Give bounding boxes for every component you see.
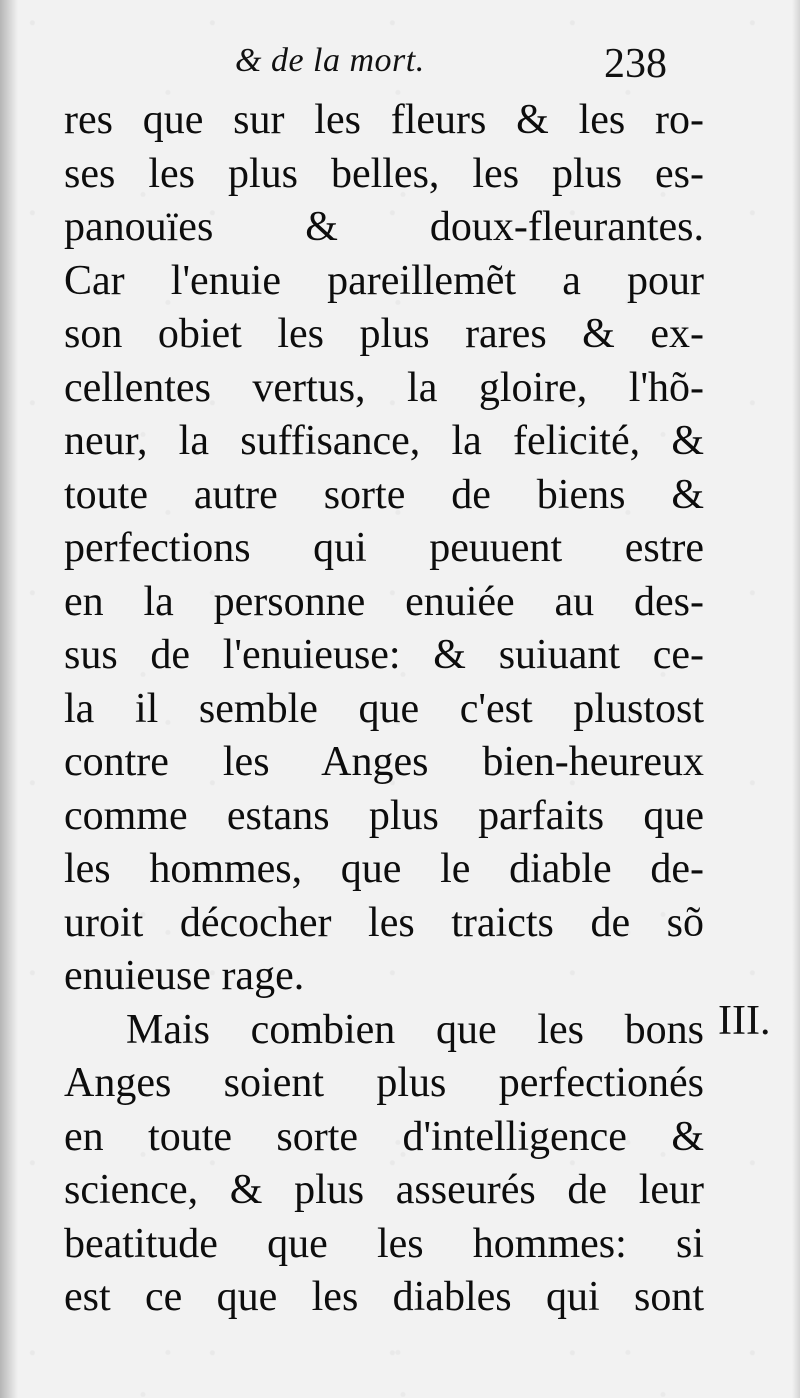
text-line: toute autre sorte de biens & — [64, 471, 704, 518]
text-line: perfections qui peuuent estre — [64, 525, 704, 571]
text-line: cellentes vertus, la gloire, l'hõ- — [64, 364, 704, 411]
text-line: neur, la suffisance, la felicité, & — [64, 418, 704, 464]
page-edge-shadow — [792, 0, 800, 1398]
gutter-shadow — [0, 0, 18, 1398]
text-line: en toute sorte d'intelligence & — [64, 1113, 704, 1160]
text-line: comme estans plus parfaits que — [64, 792, 704, 839]
text-line: panouïes & doux-fleurantes. — [64, 204, 704, 250]
text-line: en la personne enuiée au des- — [64, 578, 704, 625]
text-line: res que sur les fleurs & les ro- — [64, 97, 704, 143]
running-head: & de la mort. — [235, 42, 425, 79]
text-line: sus de l'enuieuse: & suiuant ce- — [64, 632, 704, 678]
body-text — [64, 94, 704, 1325]
text-line: les hommes, que le diable de- — [64, 846, 704, 892]
text-line: Car l'enuie pareillemẽt a pour — [64, 257, 704, 304]
text-line: son obiet les plus rares & ex- — [64, 311, 704, 357]
paragraph-end-line: enuieuse rage. — [64, 953, 305, 999]
page-number: 238 — [604, 41, 667, 87]
text-line: Anges soient plus perfectionés — [64, 1060, 704, 1106]
text-line: science, & plus asseurés de leur — [64, 1167, 704, 1213]
text-line: est ce que les diables qui sont — [64, 1274, 704, 1320]
text-line: beatitude que les hommes: si — [64, 1220, 704, 1267]
margin-section-number: III. — [718, 998, 771, 1044]
paragraph-start-line: Mais combien que les bons — [126, 1006, 704, 1053]
text-line: ses les plus belles, les plus es- — [64, 150, 704, 197]
text-line: contre les Anges bien-heureux — [64, 739, 704, 785]
text-line: uroit décocher les traicts de sõ — [64, 899, 704, 946]
text-line: la il semble que c'est plustost — [64, 685, 704, 732]
